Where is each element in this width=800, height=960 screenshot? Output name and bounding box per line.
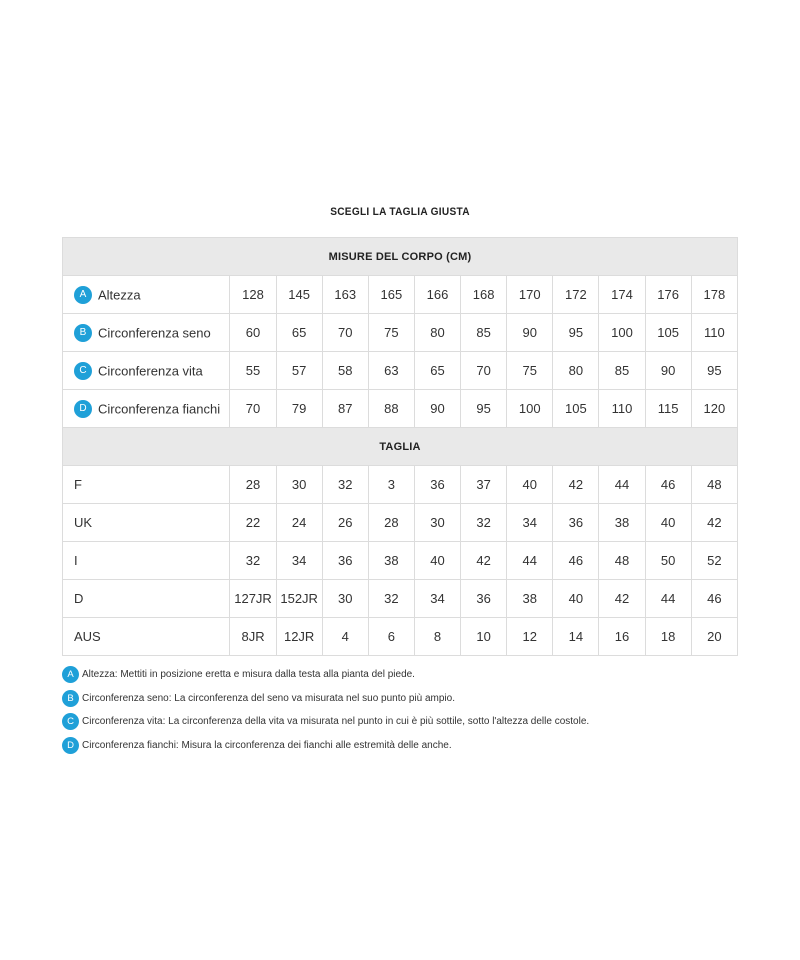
body-measures-header xyxy=(63,238,738,276)
table-cell: 28 xyxy=(230,466,276,504)
table-cell: 90 xyxy=(645,352,691,390)
measurement-notes xyxy=(62,663,742,757)
table-cell: 105 xyxy=(553,390,599,428)
table-row xyxy=(63,580,738,618)
row-label-text: Circonferenza seno xyxy=(98,325,211,340)
table-cell: 44 xyxy=(507,542,553,580)
table-cell: 120 xyxy=(691,390,737,428)
table-cell: 42 xyxy=(553,466,599,504)
table-cell: 95 xyxy=(691,352,737,390)
table-cell: 40 xyxy=(645,504,691,542)
table-cell: 46 xyxy=(691,580,737,618)
note-badge: C xyxy=(62,713,79,730)
note-text: Circonferenza seno: La circonferenza del seno va misurata nel suo punto più ampio. xyxy=(82,692,455,704)
table-cell: 166 xyxy=(414,276,460,314)
table-cell: 34 xyxy=(507,504,553,542)
table-cell: 34 xyxy=(276,542,322,580)
table-cell: 75 xyxy=(368,314,414,352)
table-cell: 152JR xyxy=(276,580,322,618)
table-cell: 85 xyxy=(461,314,507,352)
row-label-text: AUS xyxy=(74,629,101,645)
table-cell: 16 xyxy=(599,618,645,656)
table-cell: 57 xyxy=(276,352,322,390)
measure-badge: B xyxy=(74,324,92,342)
table-cell: 95 xyxy=(461,390,507,428)
row-label xyxy=(63,504,230,542)
table-cell: 50 xyxy=(645,542,691,580)
table-cell: 32 xyxy=(461,504,507,542)
table-cell: 6 xyxy=(368,618,414,656)
table-cell: 58 xyxy=(322,352,368,390)
table-cell: 165 xyxy=(368,276,414,314)
table-cell: 42 xyxy=(599,580,645,618)
table-cell: 12JR xyxy=(276,618,322,656)
table-row xyxy=(63,276,738,314)
table-cell: 36 xyxy=(461,580,507,618)
table-cell: 128 xyxy=(230,276,276,314)
table-cell: 28 xyxy=(368,504,414,542)
measure-badge: A xyxy=(74,286,92,304)
note-item xyxy=(62,687,742,711)
note-item xyxy=(62,663,742,687)
table-cell: 95 xyxy=(553,314,599,352)
table-row xyxy=(63,390,738,428)
table-cell: 105 xyxy=(645,314,691,352)
table-cell: 36 xyxy=(414,466,460,504)
table-cell: 42 xyxy=(461,542,507,580)
table-row xyxy=(63,314,738,352)
table-row xyxy=(63,466,738,504)
table-cell: 30 xyxy=(414,504,460,542)
table-cell: 40 xyxy=(553,580,599,618)
table-cell: 100 xyxy=(599,314,645,352)
table-cell: 90 xyxy=(414,390,460,428)
table-cell: 38 xyxy=(368,542,414,580)
table-cell: 172 xyxy=(553,276,599,314)
row-label xyxy=(63,276,230,314)
table-cell: 100 xyxy=(507,390,553,428)
table-cell: 110 xyxy=(691,314,737,352)
table-cell: 46 xyxy=(553,542,599,580)
table-cell: 44 xyxy=(645,580,691,618)
table-cell: 36 xyxy=(553,504,599,542)
table-cell: 37 xyxy=(461,466,507,504)
table-cell: 8JR xyxy=(230,618,276,656)
row-label-text: D xyxy=(74,591,84,607)
size-chart-table xyxy=(62,237,738,656)
table-cell: 24 xyxy=(276,504,322,542)
row-label-text: F xyxy=(74,477,82,493)
table-cell: 48 xyxy=(691,466,737,504)
table-cell: 178 xyxy=(691,276,737,314)
row-label-text: Altezza xyxy=(98,287,141,302)
table-cell: 60 xyxy=(230,314,276,352)
note-text: Circonferenza fianchi: Misura la circonferenza dei fianchi alle estremità delle anche. xyxy=(82,739,452,751)
table-cell: 70 xyxy=(322,314,368,352)
table-cell: 52 xyxy=(691,542,737,580)
row-label xyxy=(63,314,230,352)
note-item xyxy=(62,710,742,734)
table-cell: 145 xyxy=(276,276,322,314)
row-label xyxy=(63,466,230,504)
row-label-text: I xyxy=(74,553,78,569)
table-cell: 80 xyxy=(414,314,460,352)
table-cell: 12 xyxy=(507,618,553,656)
row-label xyxy=(63,390,230,428)
table-cell: 115 xyxy=(645,390,691,428)
note-text: Altezza: Mettiti in posizione eretta e misura dalla testa alla pianta del piede. xyxy=(82,669,415,681)
table-cell: 63 xyxy=(368,352,414,390)
table-cell: 18 xyxy=(645,618,691,656)
row-label-text: Circonferenza fianchi xyxy=(98,401,221,416)
table-row xyxy=(63,504,738,542)
size-header xyxy=(63,428,738,466)
table-cell: 87 xyxy=(322,390,368,428)
table-cell: 90 xyxy=(507,314,553,352)
table-cell: 3 xyxy=(368,466,414,504)
table-cell: 80 xyxy=(553,352,599,390)
table-cell: 32 xyxy=(322,466,368,504)
table-cell: 44 xyxy=(599,466,645,504)
page-title: SCEGLI LA TAGLIA GIUSTA xyxy=(330,206,470,218)
table-row xyxy=(63,618,738,656)
table-cell: 32 xyxy=(230,542,276,580)
table-cell: 70 xyxy=(461,352,507,390)
table-cell: 26 xyxy=(322,504,368,542)
note-item xyxy=(62,734,742,758)
table-cell: 20 xyxy=(691,618,737,656)
section-header: TAGLIA xyxy=(63,428,738,466)
table-cell: 14 xyxy=(553,618,599,656)
table-cell: 38 xyxy=(507,580,553,618)
row-label xyxy=(63,542,230,580)
table-cell: 65 xyxy=(414,352,460,390)
table-cell: 30 xyxy=(322,580,368,618)
measure-badge: C xyxy=(74,362,92,380)
table-cell: 10 xyxy=(461,618,507,656)
table-cell: 42 xyxy=(691,504,737,542)
table-cell: 110 xyxy=(599,390,645,428)
table-cell: 38 xyxy=(599,504,645,542)
table-row xyxy=(63,352,738,390)
note-badge: A xyxy=(62,666,79,683)
table-cell: 79 xyxy=(276,390,322,428)
measure-badge: D xyxy=(74,400,92,418)
table-cell: 85 xyxy=(599,352,645,390)
table-cell: 8 xyxy=(414,618,460,656)
note-badge: B xyxy=(62,690,79,707)
table-cell: 40 xyxy=(507,466,553,504)
note-text: Circonferenza vita: La circonferenza della vita va misurata nel punto in cui è più sottile, sotto l'altezza delle costole. xyxy=(82,716,590,728)
table-cell: 30 xyxy=(276,466,322,504)
table-cell: 65 xyxy=(276,314,322,352)
table-cell: 40 xyxy=(414,542,460,580)
row-label-text: UK xyxy=(74,515,93,531)
table-cell: 46 xyxy=(645,466,691,504)
table-cell: 55 xyxy=(230,352,276,390)
table-cell: 70 xyxy=(230,390,276,428)
table-cell: 36 xyxy=(322,542,368,580)
table-cell: 4 xyxy=(322,618,368,656)
table-cell: 88 xyxy=(368,390,414,428)
table-cell: 176 xyxy=(645,276,691,314)
table-cell: 32 xyxy=(368,580,414,618)
row-label xyxy=(63,618,230,656)
row-label-text: Circonferenza vita xyxy=(98,363,203,378)
row-label xyxy=(63,352,230,390)
row-label xyxy=(63,580,230,618)
table-cell: 22 xyxy=(230,504,276,542)
table-cell: 75 xyxy=(507,352,553,390)
table-cell: 174 xyxy=(599,276,645,314)
table-cell: 127JR xyxy=(230,580,276,618)
table-cell: 34 xyxy=(414,580,460,618)
table-cell: 48 xyxy=(599,542,645,580)
table-cell: 170 xyxy=(507,276,553,314)
note-badge: D xyxy=(62,737,79,754)
table-cell: 163 xyxy=(322,276,368,314)
table-cell: 168 xyxy=(461,276,507,314)
table-row xyxy=(63,542,738,580)
section-header: MISURE DEL CORPO (CM) xyxy=(63,238,738,276)
